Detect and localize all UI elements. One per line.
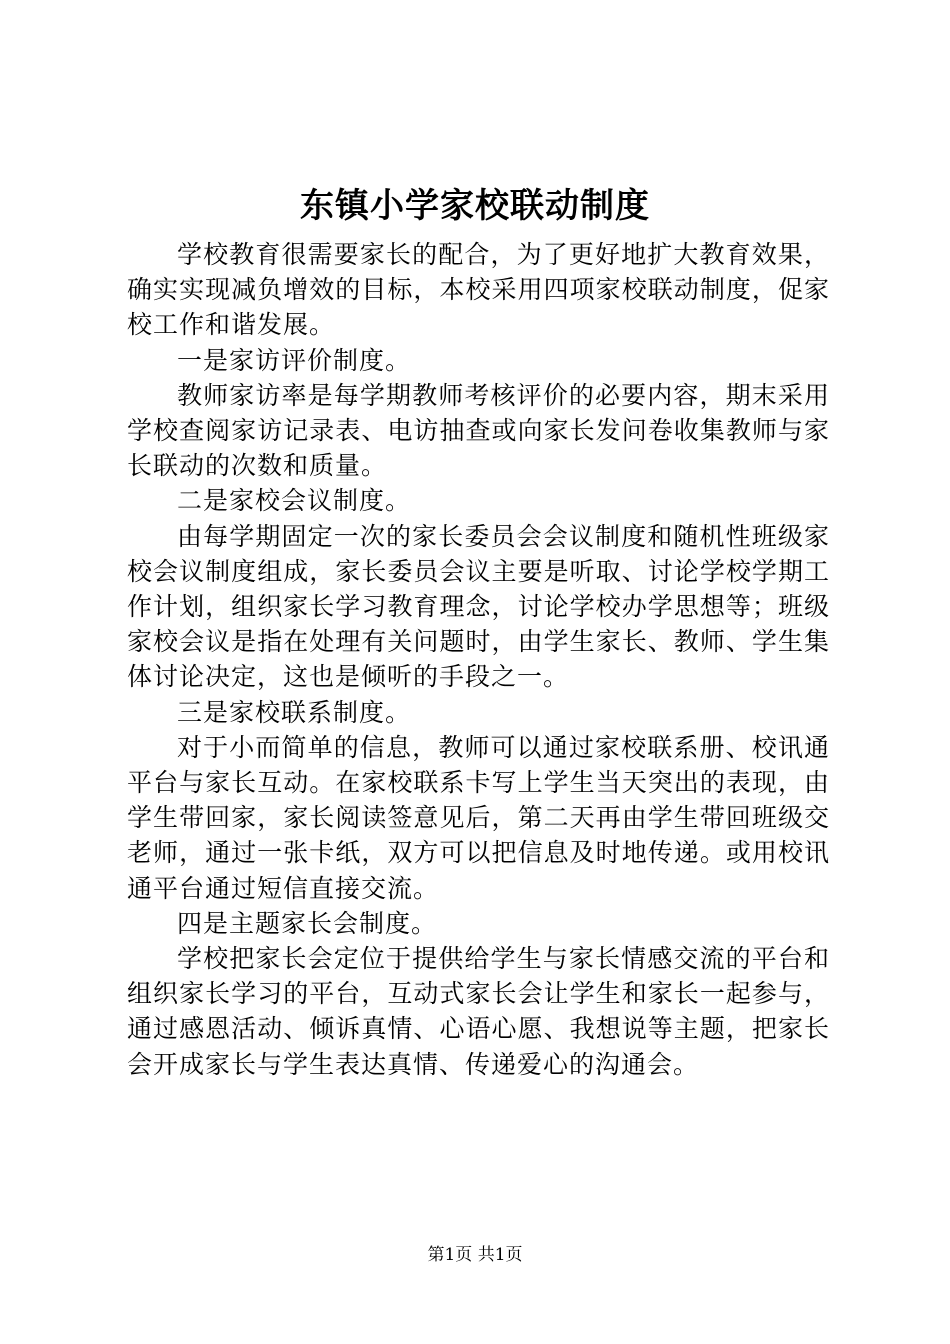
contact-paragraph: 对于小而简单的信息，教师可以通过家校联系册、校讯通平台与家长互动。在家校联系卡写上学生当天突出的表现，由学生带回家，家长阅读签意见后，第二天再由学生带回班级交老师，通过一张卡纸，双方可以把信息及时地传递。或用校讯通平台通过短信直接交流。 <box>127 732 830 903</box>
page-footer: 第1页 共1页 <box>427 1245 523 1265</box>
section-heading-meetings: 二是家校会议制度。 <box>177 486 412 516</box>
parent-meeting-paragraph: 学校把家长会定位于提供给学生与家长情感交流的平台和组织家长学习的平台，互动式家长会让学生和家长一起参与，通过感恩活动、倾诉真情、心语心愿、我想说等主题，把家长会开成家长与学生表达真情、传递爱心的沟通会。 <box>127 944 830 1079</box>
section-heading-home-visit: 一是家访评价制度。 <box>177 345 412 375</box>
home-visit-paragraph: 教师家访率是每学期教师考核评价的必要内容，期末采用学校查阅家访记录表、电访抽查或向家长发问卷收集教师与家长联动的次数和质量。 <box>127 380 830 481</box>
section-heading-parent-meeting: 四是主题家长会制度。 <box>177 908 438 938</box>
intro-paragraph: 学校教育很需要家长的配合，为了更好地扩大教育效果，确实实现减负增效的目标，本校采用四项家校联动制度，促家校工作和谐发展。 <box>127 240 830 340</box>
document-title: 东镇小学家校联动制度 <box>300 186 650 226</box>
document-body <box>127 237 830 1082</box>
meetings-paragraph: 由每学期固定一次的家长委员会会议制度和随机性班级家校会议制度组成，家长委员会议主要是听取、讨论学校学期工作计划，组织家长学习教育理念，讨论学校办学思想等；班级家校会议是指在处理有关问题时，由学生家长、教师、学生集体讨论决定，这也是倾听的手段之一。 <box>127 521 830 692</box>
section-heading-contact: 三是家校联系制度。 <box>177 697 412 727</box>
